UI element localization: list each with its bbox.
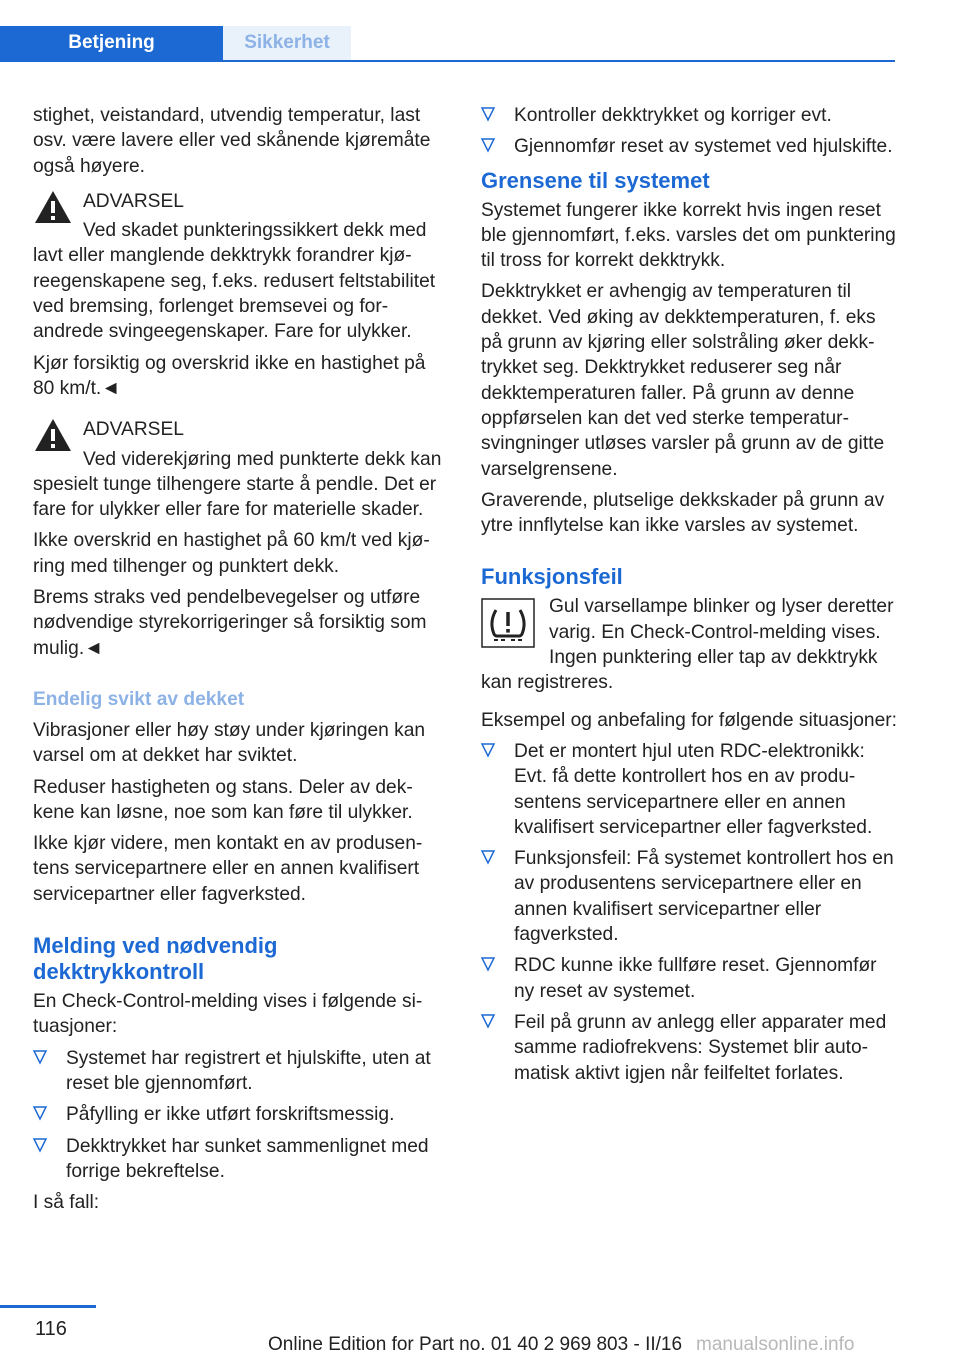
list-item-text: RDC kunne ikke fullføre reset. Gjennomfør ny reset av systemet. [514, 955, 877, 1002]
intro-paragraph: stighet, veistandard, utvendig temperatur, last osv. være lavere eller ved skånende kjøremåte også høyere. [33, 105, 431, 177]
warning-block-1 [33, 189, 447, 401]
paragraph: En Check-Control-melding vises i følgende situasjoner: [33, 991, 423, 1038]
paragraph: Ikke kjør videre, men kontakt en av produsentens servicepartnere eller en annen kvalifisert servicepartner eller fagverksted. [33, 833, 423, 905]
warning-triangle-icon [33, 189, 73, 225]
paragraph: Reduser hastigheten og stans. Deler av dekkene kan løsne, noe som kan føre til ulykker. [33, 776, 413, 823]
section-heading-fault: Funksjonsfeil [481, 564, 623, 590]
bullet-list [481, 739, 897, 1086]
right-column [481, 103, 897, 1092]
footer-rule [0, 1305, 96, 1308]
warning-block-2 [33, 417, 447, 661]
list-item-text: Funksjonsfeil: Få systemet kontrollert hos en av produsentens servicepartnere eller en annen kvalifisert servicepartner eller fagverksted. [514, 848, 894, 946]
list-item [481, 1010, 897, 1086]
header-bar [0, 0, 895, 62]
triangle-bullet-icon [481, 106, 495, 122]
list-item [481, 134, 897, 159]
watermark: manualsonline.info [696, 1334, 855, 1355]
list-item-text: Påfylling er ikke utført forskriftsmessig. [66, 1104, 395, 1126]
tab-betjening[interactable]: Betjening [0, 26, 223, 60]
list-item-text: Det er montert hjul uten RDC-elektronikk: Evt. få dette kontrollert hos en av produsentens servicepartnere eller en annen kvalifisert servicepartner eller fagverksted. [514, 740, 873, 838]
list-item-text: Feil på grunn av anlegg eller apparater med samme radiofrekvens: Systemet blir automatisk aktivt igjen når feilfeltet forlates. [514, 1011, 887, 1084]
list-item-text: Dekktrykket har sunket sammenlignet med forrige bekreftelse. [66, 1135, 429, 1182]
bullet-list [33, 1046, 447, 1184]
triangle-bullet-icon [481, 137, 495, 153]
bullet-list [481, 103, 897, 160]
list-item [33, 1134, 447, 1185]
fault-text: Gul varsellampe blinker og lyser deretter varig. En Check-Control-melding vises. Ingen punktering eller tap av dekktrykk kan registreres. [481, 596, 894, 694]
paragraph: Systemet fungerer ikke korrekt hvis ingen reset ble gjennomført, f.eks. varsles det om punktering til tross for korrekt dekktrykk. [481, 199, 896, 272]
warning-note: Ikke overskrid en hastighet på 60 km/t ved kjøring med tilhenger og punktert dekk. [33, 530, 430, 577]
page-number: 116 [35, 1318, 67, 1340]
warning-note: Brems straks ved pendelbevegelser og utføre nødvendige styrekorrigeringer så forsiktig som mulig.◄ [33, 587, 427, 659]
list-item [481, 739, 897, 840]
list-item [481, 103, 897, 128]
triangle-bullet-icon [33, 1049, 47, 1065]
warning-title: ADVARSEL [83, 419, 184, 441]
paragraph: Graverende, plutselige dekkskader på grunn av ytre innflytelse kan ikke varsles av systemet. [481, 489, 885, 537]
list-item [481, 846, 897, 947]
fault-block [481, 594, 897, 695]
triangle-bullet-icon [481, 849, 495, 865]
triangle-bullet-icon [481, 956, 495, 972]
subheading-final-failure: Endelig svikt av dekket [33, 688, 245, 710]
paragraph: Vibrasjoner eller høy støy under kjøringen kan varsel om at dekket har sviktet. [33, 719, 426, 767]
warning-title: ADVARSEL [83, 190, 184, 212]
warning-note: Kjør forsiktig og overskrid ikke en hastighet på 80 km/t.◄ [33, 352, 426, 399]
section-heading-message: Melding ved nødvendig dekktrykkontroll [33, 933, 278, 985]
list-item [33, 1046, 447, 1097]
list-item-text: Gjennomfør reset av systemet ved hjulskifte. [514, 136, 893, 158]
list-item [33, 1102, 447, 1127]
left-column [33, 103, 447, 1221]
warning-body: Ved skadet punkteringssikkert dekk med lavt eller manglende dekktrykk forandrer kjøreegenskapene seg, f.eks. redusert feltstabilitet ved bremsing, forlenget bremsevei og forandrede svingeegenskaper. Fare for ulykker. [33, 220, 436, 343]
list-item [481, 953, 897, 1004]
warning-triangle-icon [33, 417, 73, 453]
triangle-bullet-icon [33, 1137, 47, 1153]
tab-sikkerhet[interactable]: Sikkerhet [223, 26, 351, 60]
triangle-bullet-icon [481, 742, 495, 758]
triangle-bullet-icon [33, 1105, 47, 1121]
paragraph: Eksempel og anbefaling for følgende situasjoner: [481, 709, 897, 731]
paragraph: I så fall: [33, 1192, 100, 1214]
list-item-text: Kontroller dekktrykket og korriger evt. [514, 105, 832, 126]
paragraph: Dekktrykket er avhengig av temperaturen til dekket. Ved øking av dekktemperaturen, f. eks på grunn av kjøring eller solstråling øker dekktrykket seg. Dekktrykket reduserer seg når dekktemperaturen faller. På grunn av denne oppførselen kan det ved sterke temperatursvingninger utløses varsler på grunn av de gitte varselgrensene. [481, 281, 885, 480]
warning-body: Ved viderekjøring med punkterte dekk kan spesielt tunge tilhengere starte å pendle. Det er fare for ulykker eller fare for materielle skader. [33, 448, 442, 521]
list-item-text: Systemet har registrert et hjulskifte, uten at reset ble gjennomført. [66, 1047, 431, 1094]
section-heading-limits: Grensene til systemet [481, 167, 710, 193]
tire-pressure-warning-icon [481, 598, 535, 648]
edition-line: Online Edition for Part no. 01 40 2 969 803 - II/16 [268, 1334, 683, 1355]
triangle-bullet-icon [481, 1013, 495, 1029]
header-rule [0, 60, 895, 62]
